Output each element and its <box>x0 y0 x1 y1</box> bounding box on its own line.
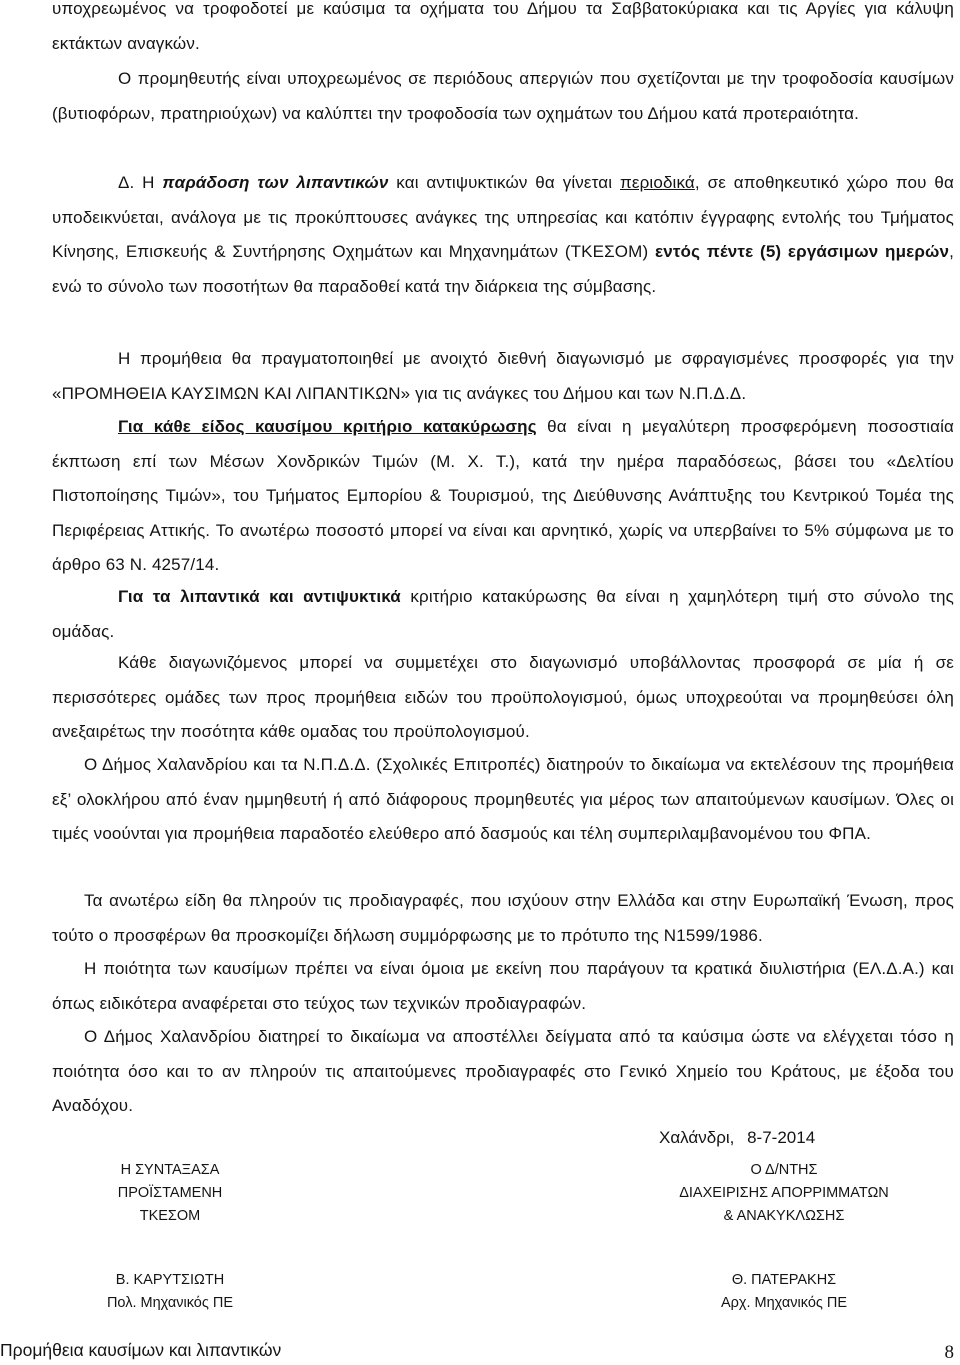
paragraph-continuation: υποχρεωμένος να τροφοδοτεί με καύσιμα τα οχήματα του Δήμου τα Σαββατοκύριακα και τις Αργίες για κάλυψη εκτάκτων αναγκών. <box>52 0 954 53</box>
delivery-text-1: και αντιψυκτικών θα γίνεται <box>388 173 620 192</box>
paragraph-samples: Ο Δήμος Χαλανδρίου διατηρεί το δικαίωμα να αποστέλλει δείγματα από τα καύσιμα ώστε να ελέγχεται τόσο η ποιότητα όσο και το αν πληρούν τις απαιτούμενες προδιαγραφές στο Γενικό Χημείο του Κράτους, με έξοδα του Αναδόχου. <box>52 1027 954 1116</box>
delivery-underlined: περιοδικά <box>619 173 695 192</box>
delivery-bold-deadline: εντός πέντε (5) εργάσιμων ημερών <box>655 242 950 262</box>
paragraph-fuel-criterion <box>52 410 954 583</box>
paragraph-strikes: Ο προμηθευτής είναι υποχρεωμένος σε περιόδους απεργιών που σχετίζονται με την τροφοδοσία καυσίμων (βυτιοφόρων, πρατηριούχων) να καλύπτει την τροφοδοσία των οχημάτων του Δήμου κατά προτεραιότητα. <box>52 69 954 123</box>
signature-left-name: Β. ΚΑΡΥΤΣΙΩΤΗ <box>115 1272 225 1288</box>
delivery-text-3: , ενώ το σύνολο των ποσοτήτων θα παραδοθεί κατά την διάρκεια της σύμβασης. <box>52 242 954 296</box>
paragraph-specs: Τα ανωτέρω είδη θα πληρούν τις προδιαγραφές, που ισχύουν στην Ελλάδα και στην Ευρωπαϊκή Ένωση, προς τούτο ο προσφέρων θα προσκομίζει δήλωση συμμόρφωσης με το πρότυπο της Ν1599/1986. <box>52 891 954 945</box>
date-line: Χαλάνδρι, 8-7-2014 <box>659 1128 816 1147</box>
fuel-criterion-heading: Για κάθε είδος καυσίμου κριτήριο κατακύρωσης <box>118 417 537 436</box>
signature-left-name-block <box>20 1269 320 1315</box>
lubricant-criterion-heading: Για τα λιπαντικά και αντιψυκτικά <box>118 587 401 606</box>
signature-right-role-1: Ο Δ/ΝΤΗΣ <box>750 1162 818 1178</box>
paragraph-delivery <box>52 166 954 304</box>
signature-right-roles <box>664 1159 904 1228</box>
paragraph-tender: Η προμήθεια θα πραγματοποιηθεί με ανοιχτό διεθνή διαγωνισμό με σφραγισμένες προσφορές για την «ΠΡΟΜΗΘΕΙΑ ΚΑΥΣΙΜΩΝ ΚΑΙ ΛΙΠΑΝΤΙΚΩΝ» για τις ανάγκες του Δήμου και των Ν.Π.Δ.Δ. <box>52 349 954 403</box>
signature-right-role-2: ΔΙΑΧΕΙΡΙΣΗΣ ΑΠΟΡΡΙΜΜΑΤΩΝ <box>679 1185 889 1201</box>
delivery-text-2: , σε αποθηκευτικό χώρο που θα υποδεικνύεται, ανάλογα με τις προκύπτουσες ανάγκες της υπηρεσίας και κατόπιν έγγραφης εντολής του Τμήματος Κίνησης, Επισκευής & Συντήρησης Οχημάτων και Μηχανημάτων (ΤΚΕΣΟΜ) <box>52 173 954 262</box>
signature-left-role-1: Η ΣΥΝΤΑΞΑΣΑ <box>120 1162 220 1178</box>
paragraph-lubricant-criterion <box>52 580 954 649</box>
fuel-criterion-text: θα είναι η μεγαλύτερη προσφερόμενη ποσοστιαία έκπτωση επί των Μέσων Χονδρικών Τιμών (Μ. Χ. Τ.), κατά την ημέρα παραδόσεως, βάσει του «Δελτίου Πιστοποίησης Τιμών», του Τμήματος Εμπορίου & Τουρισμού, της Διεύθυνσης Ανάπτυξης του Κεντρικού Τομέα της Περιφέρειας Αττικής. Το ανωτέρω ποσοστό μπορεί να είναι και αρνητικό, χωρίς να υπερβαίνει το 5% σύμφωνα με το άρθρο 63 Ν. 4257/14. <box>52 417 955 575</box>
delivery-bold-italic: παράδοση των λιπαντικών <box>162 173 389 192</box>
signature-right-role-3: & ΑΝΑΚΥΚΛΩΣΗΣ <box>723 1208 845 1224</box>
signature-left-roles <box>20 1159 320 1228</box>
signature-left-title: Πολ. Μηχανικός ΠΕ <box>106 1295 234 1311</box>
paragraph-rights: Ο Δήμος Χαλανδρίου και τα Ν.Π.Δ.Δ. (Σχολικές Επιτροπές) διατηρούν το δικαίωμα να εκτελέσουν της προμήθεια εξ’ ολοκλήρου από έναν ημμηθευτή ή από διάφορους προμηθευτές για μέρος των απαιτούμενων καυσίμων. Όλες οι τιμές νοούνται για προμήθεια παραδοτέο ελεύθερο από δασμούς και τέλη συμπεριλαμβανομένου του ΦΠΑ. <box>52 755 954 844</box>
footer-page-number: 8 <box>944 1342 954 1363</box>
signature-right-name: Θ. ΠΑΤΕΡΑΚΗΣ <box>731 1272 837 1288</box>
signature-right-name-block <box>664 1269 904 1315</box>
footer-title: Προμήθεια καυσίμων και λιπαντικών <box>0 1340 282 1360</box>
signature-left-role-3: ΤΚΕΣΟΜ <box>139 1208 201 1224</box>
lubricant-criterion-text: κριτήριο κατακύρωσης θα είναι η χαμηλότερη τιμή στο σύνολο της ομάδας. <box>52 587 954 641</box>
delivery-label: Δ. Η <box>118 173 163 192</box>
signature-right-title: Αρχ. Μηχανικός ΠΕ <box>720 1295 848 1311</box>
signature-left-role-2: ΠΡΟΪΣΤΑΜΕΝΗ <box>117 1185 223 1201</box>
paragraph-groups: Κάθε διαγωνιζόμενος μπορεί να συμμετέχει στο διαγωνισμό υποβάλλοντας προσφορά σε μία ή σε περισσότερες ομάδες των προς προμήθεια ειδών του προϋπολογισμού, όμως υποχρεούται να προμηθεύσει όλη ανεξαιρέτως την ποσότητα κάθε ομαδας του προϋπολογισμού. <box>52 653 954 742</box>
paragraph-quality: Η ποιότητα των καυσίμων πρέπει να είναι όμοια με εκείνη που παράγουν τα κρατικά διυλιστήρια (ΕΛ.Δ.Α.) και όπως ειδικότερα αναφέρεται στο τεύχος των τεχνικών προδιαγραφών. <box>52 959 954 1013</box>
